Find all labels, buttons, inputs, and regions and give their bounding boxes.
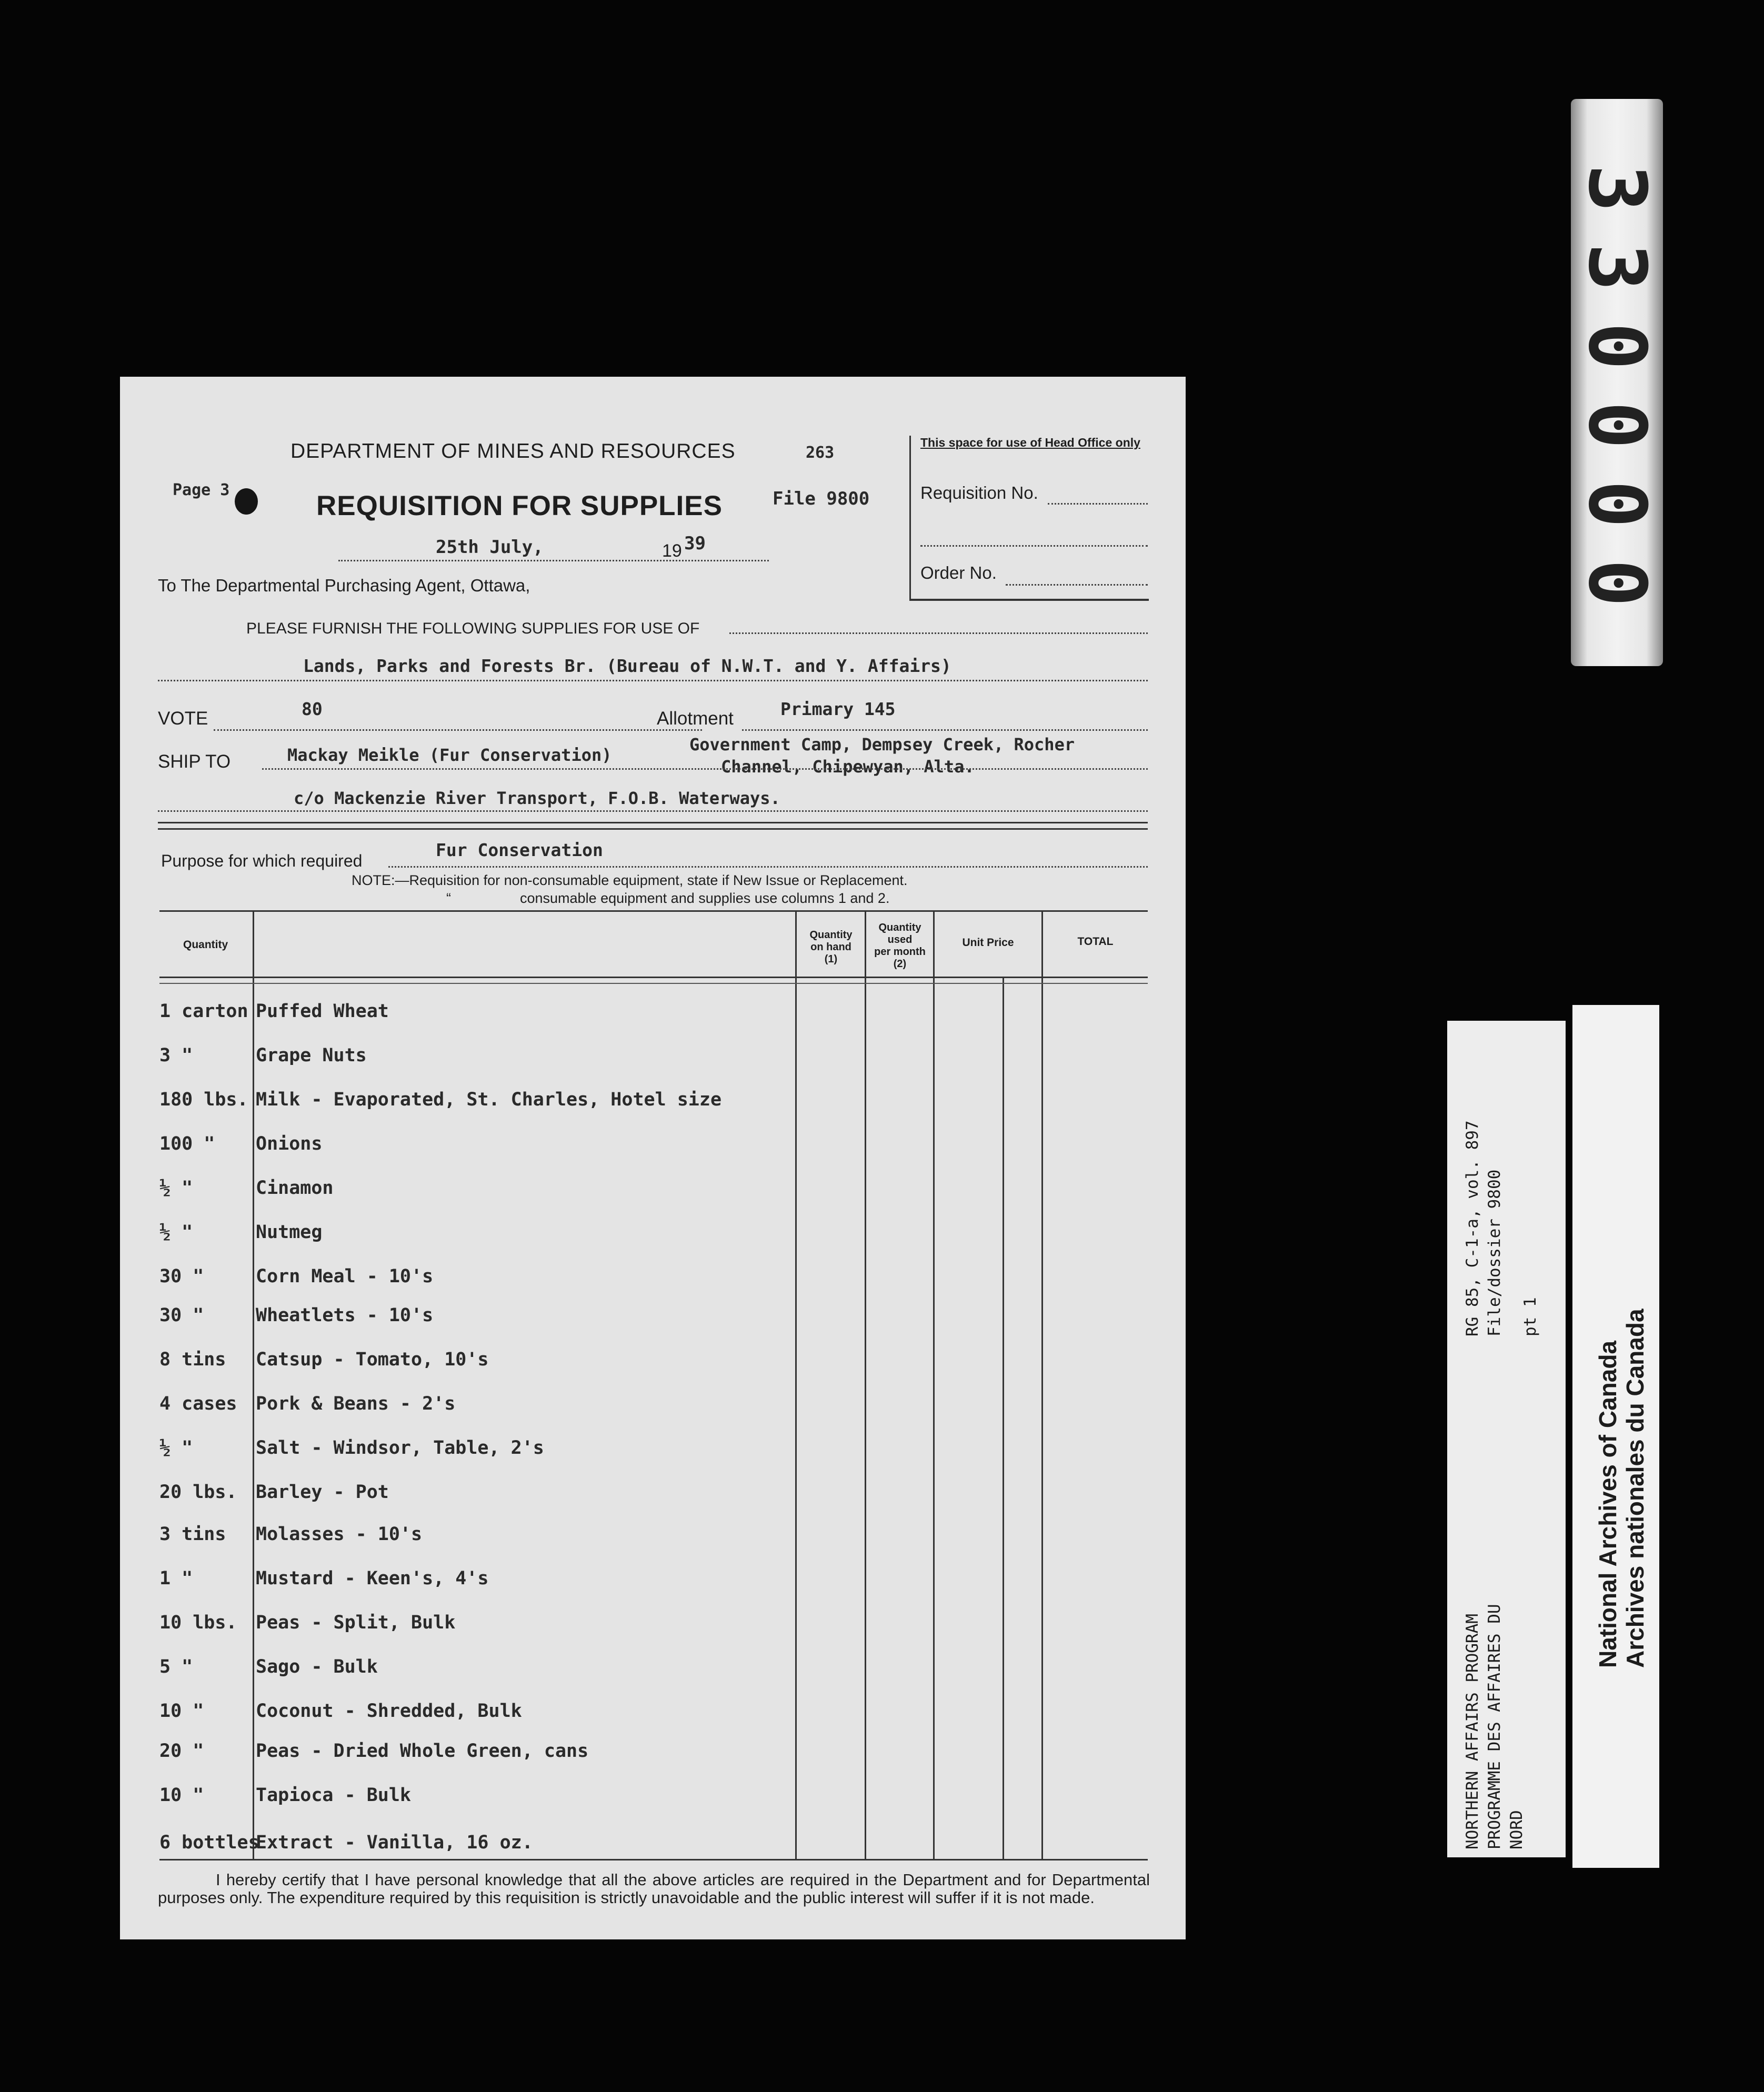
- punch-hole: [235, 488, 258, 515]
- item-quantity: 4 cases: [159, 1393, 237, 1414]
- date-year-prefix: 19: [662, 541, 682, 561]
- ship-to-label: SHIP TO: [158, 751, 231, 772]
- item-quantity: 5 ": [159, 1656, 193, 1677]
- archives-name-fr: Archives nationales du Canada: [1621, 1309, 1649, 1668]
- item-description: Peas - Split, Bulk: [256, 1612, 456, 1633]
- item-description: Cinamon: [256, 1178, 334, 1199]
- item-description: Corn Meal - 10's: [256, 1266, 434, 1287]
- allotment-label: Allotment: [657, 708, 734, 729]
- frame-digit: 0: [1571, 559, 1663, 607]
- item-quantity: 8 tins: [159, 1349, 226, 1370]
- archive-reference-label: [1447, 1021, 1566, 1857]
- allotment-value: Primary 145: [780, 699, 896, 719]
- item-quantity: 30 ": [159, 1305, 204, 1326]
- department-name: DEPARTMENT OF MINES AND RESOURCES: [290, 440, 736, 462]
- item-description: Puffed Wheat: [256, 1001, 389, 1022]
- item-description: Coconut - Shredded, Bulk: [256, 1701, 522, 1722]
- item-description: Tapioca - Bulk: [256, 1785, 412, 1806]
- item-description: Extract - Vanilla, 16 oz.: [256, 1832, 533, 1853]
- purpose-value: Fur Conservation: [436, 840, 603, 860]
- ship-to-address-line2: Channel, Chipewyan, Alta.: [721, 757, 975, 777]
- item-description: Nutmeg: [256, 1222, 323, 1243]
- column-header-total: TOTAL: [1077, 936, 1114, 948]
- furnish-instruction: PLEASE FURNISH THE FOLLOWING SUPPLIES FOR USE OF: [246, 620, 700, 637]
- item-quantity: 10 lbs.: [159, 1612, 237, 1633]
- film-frame-strip: [1571, 99, 1663, 666]
- requisition-form: [120, 377, 1186, 1939]
- item-quantity: 30 ": [159, 1266, 204, 1287]
- column-header-on-hand: Quantity on hand (1): [809, 929, 853, 965]
- date-year: 39: [684, 533, 706, 554]
- ship-to-care-of: c/o Mackenzie River Transport, F.O.B. Waterways.: [294, 788, 780, 808]
- file-number: File 9800: [773, 488, 870, 509]
- item-description: Barley - Pot: [256, 1482, 389, 1503]
- item-quantity: 180 lbs.: [159, 1089, 248, 1110]
- program-line: NORD: [1507, 1810, 1526, 1849]
- item-description: Onions: [256, 1133, 323, 1154]
- form-title: REQUISITION FOR SUPPLIES: [316, 490, 723, 521]
- reference-line: RG 85, C-1-a, vol. 897: [1463, 1120, 1482, 1336]
- reference-line: File/dossier 9800: [1485, 1169, 1504, 1336]
- frame-digit: 3: [1571, 164, 1663, 213]
- item-description: Mustard - Keen's, 4's: [256, 1568, 489, 1589]
- item-quantity: 100 ": [159, 1133, 215, 1154]
- item-quantity: 10 ": [159, 1701, 204, 1722]
- item-description: Pork & Beans - 2's: [256, 1393, 456, 1414]
- item-quantity: 6 bottles: [159, 1832, 259, 1853]
- item-quantity: 20 ": [159, 1741, 204, 1762]
- ship-to-address: Government Camp, Dempsey Creek, Rocher: [689, 735, 1075, 755]
- head-office-box: [909, 436, 1149, 601]
- column-header-used-per-month: Quantity used per month (2): [874, 922, 926, 970]
- note-line: NOTE:—Requisition for non-consumable equipment, state if New Issue or Replacement.: [352, 872, 908, 888]
- item-description: Molasses - 10's: [256, 1524, 423, 1545]
- item-description: Wheatlets - 10's: [256, 1305, 434, 1326]
- program-line: NORTHERN AFFAIRS PROGRAM: [1463, 1614, 1482, 1849]
- vote-label: VOTE: [158, 708, 208, 729]
- column-header-quantity: Quantity: [183, 939, 228, 951]
- note-line-2: consumable equipment and supplies use columns 1 and 2.: [520, 890, 890, 906]
- frame-digit: 0: [1571, 401, 1663, 449]
- branch-name: Lands, Parks and Forests Br. (Bureau of N.W.T. and Y. Affairs): [303, 656, 951, 676]
- requisition-no-label: Requisition No.: [920, 483, 1038, 502]
- program-line: PROGRAMME DES AFFAIRES DU: [1485, 1604, 1504, 1849]
- department-number: 263: [806, 444, 835, 462]
- order-no-label: Order No.: [920, 563, 997, 582]
- reference-line: pt 1: [1521, 1297, 1540, 1336]
- page-number: Page 3: [173, 481, 230, 499]
- item-quantity: 1 carton: [159, 1001, 248, 1022]
- frame-number: [1571, 149, 1663, 622]
- item-quantity: 1 ": [159, 1568, 193, 1589]
- item-description: Catsup - Tomato, 10's: [256, 1349, 489, 1370]
- column-header-unit-price: Unit Price: [962, 937, 1014, 949]
- frame-digit: 3: [1571, 243, 1663, 291]
- item-quantity: 10 ": [159, 1785, 204, 1806]
- frame-digit: 0: [1571, 480, 1663, 528]
- item-quantity: ½ ": [159, 1222, 193, 1243]
- item-quantity: 20 lbs.: [159, 1482, 237, 1503]
- item-quantity: ½ ": [159, 1437, 193, 1459]
- item-description: Sago - Bulk: [256, 1656, 378, 1677]
- item-quantity: 3 tins: [159, 1524, 226, 1545]
- item-quantity: ½ ": [159, 1178, 193, 1199]
- item-quantity: 3 ": [159, 1045, 193, 1066]
- head-office-title: This space for use of Head Office only: [920, 436, 1140, 449]
- certification-statement: I hereby certify that I have personal knowledge that all the above articles are required in the Department and for Departmental purposes only. The expenditure required by this requisition is strictly unavoidable and the public interest will suffer if it is not made.: [158, 1870, 1150, 1907]
- purpose-label: Purpose for which required: [161, 851, 363, 870]
- item-description: Grape Nuts: [256, 1045, 367, 1066]
- archives-name-en: National Archives of Canada: [1594, 1340, 1621, 1668]
- frame-digit: 0: [1571, 322, 1663, 370]
- note-ditto-mark: “: [446, 890, 451, 906]
- archives-name-label: [1572, 1005, 1659, 1868]
- recipient-line: To The Departmental Purchasing Agent, Ottawa,: [158, 576, 530, 595]
- vote-value: 80: [302, 699, 323, 719]
- item-description: Salt - Windsor, Table, 2's: [256, 1437, 544, 1459]
- item-description: Peas - Dried Whole Green, cans: [256, 1741, 589, 1762]
- item-description: Milk - Evaporated, St. Charles, Hotel size: [256, 1089, 722, 1110]
- ship-to-name: Mackay Meikle (Fur Conservation): [287, 745, 612, 765]
- date-day: 25th July,: [436, 537, 544, 558]
